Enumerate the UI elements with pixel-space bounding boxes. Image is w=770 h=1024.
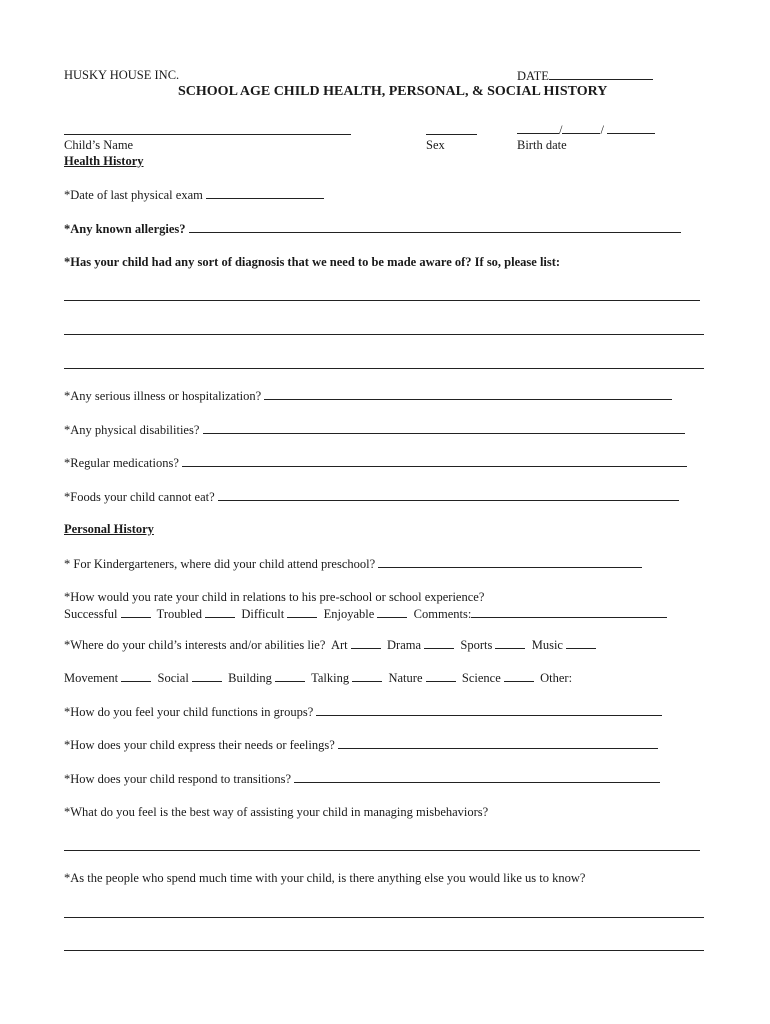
- interest-option-label: Movement: [64, 671, 119, 685]
- rate-difficult-field[interactable]: [287, 606, 317, 618]
- interests-row-2: [64, 670, 572, 686]
- foods-label: *Foods your child cannot eat?: [64, 490, 215, 504]
- company-name: HUSKY HOUSE INC.: [64, 68, 180, 82]
- rate-option-label: Troubled: [156, 607, 203, 621]
- date-row: [517, 68, 653, 84]
- comments-label: Comments:: [413, 607, 472, 621]
- interest-option-label: Sports: [460, 638, 493, 652]
- birth-date-label: Birth date: [517, 138, 567, 152]
- allergies-label: *Any known allergies?: [64, 222, 186, 236]
- interest-science-field[interactable]: [504, 670, 534, 682]
- interest-option-label: Social: [157, 671, 189, 685]
- interests-question: *Where do your child’s interests and/or abilities lie?: [64, 638, 326, 652]
- sex-label: Sex: [426, 138, 445, 152]
- birth-year-field[interactable]: [607, 122, 655, 134]
- foods-row: [64, 489, 679, 505]
- preschool-field[interactable]: [378, 556, 642, 568]
- personal-history-heading: Personal History: [64, 522, 154, 536]
- interest-option-label: Science: [461, 671, 501, 685]
- health-history-heading: Health History: [64, 154, 144, 168]
- interests-row-1: [64, 637, 596, 653]
- comments-field[interactable]: [471, 606, 667, 618]
- child-name-field[interactable]: [64, 134, 351, 135]
- misbehaviors-line[interactable]: [64, 850, 700, 851]
- birth-separator: /: [600, 123, 604, 137]
- form-title: SCHOOL AGE CHILD HEALTH, PERSONAL, & SOCIAL HISTORY: [178, 84, 608, 99]
- allergies-row: [64, 221, 681, 237]
- needs-row: [64, 737, 658, 753]
- illness-label: *Any serious illness or hospitalization?: [64, 389, 262, 403]
- anything-else-line-1[interactable]: [64, 917, 704, 918]
- diagnosis-line-2[interactable]: [64, 334, 704, 335]
- rate-options-row: [64, 606, 667, 622]
- date-label: DATE: [517, 69, 549, 83]
- last-physical-field[interactable]: [206, 187, 324, 199]
- interest-drama-field[interactable]: [424, 637, 454, 649]
- interest-option-label: Nature: [388, 671, 423, 685]
- interest-sports-field[interactable]: [495, 637, 525, 649]
- misbehaviors-question: *What do you feel is the best way of assisting your child in managing misbehaviors?: [64, 805, 489, 819]
- rate-successful-field[interactable]: [121, 606, 151, 618]
- preschool-row: [64, 556, 642, 572]
- sex-field[interactable]: [426, 134, 477, 135]
- birth-day-field[interactable]: [562, 122, 600, 134]
- birth-date-field[interactable]: [517, 122, 655, 138]
- rate-enjoyable-field[interactable]: [377, 606, 407, 618]
- interest-option-label: Art: [330, 638, 348, 652]
- last-physical-label: *Date of last physical exam: [64, 188, 203, 202]
- last-physical-row: [64, 187, 324, 203]
- interest-nature-field[interactable]: [426, 670, 456, 682]
- interest-movement-field[interactable]: [121, 670, 151, 682]
- rate-option-label: Successful: [64, 607, 118, 621]
- interest-music-field[interactable]: [566, 637, 596, 649]
- anything-else-question: *As the people who spend much time with your child, is there anything else you would like us to know?: [64, 871, 586, 885]
- transitions-field[interactable]: [294, 771, 660, 783]
- diagnosis-question: *Has your child had any sort of diagnosis that we need to be made aware of? If so, please list:: [64, 255, 561, 269]
- child-name-label: Child’s Name: [64, 138, 134, 152]
- medications-field[interactable]: [182, 455, 687, 467]
- diagnosis-line-1[interactable]: [64, 300, 700, 301]
- preschool-label: * For Kindergarteners, where did your child attend preschool?: [64, 557, 376, 571]
- groups-row: [64, 704, 662, 720]
- transitions-label: *How does your child respond to transitions?: [64, 772, 292, 786]
- birth-month-field[interactable]: [517, 122, 559, 134]
- interest-social-field[interactable]: [192, 670, 222, 682]
- groups-label: *How do you feel your child functions in groups?: [64, 705, 314, 719]
- interest-option-label: Drama: [387, 638, 422, 652]
- date-field[interactable]: [549, 68, 653, 80]
- medications-label: *Regular medications?: [64, 456, 179, 470]
- illness-row: [64, 388, 672, 404]
- diagnosis-line-3[interactable]: [64, 368, 704, 369]
- foods-field[interactable]: [218, 489, 679, 501]
- interest-option-label: Music: [531, 638, 563, 652]
- rate-option-label: Enjoyable: [323, 607, 375, 621]
- disabilities-label: *Any physical disabilities?: [64, 423, 200, 437]
- illness-field[interactable]: [264, 388, 672, 400]
- interest-option-label: Building: [228, 671, 272, 685]
- interest-art-field[interactable]: [351, 637, 381, 649]
- needs-field[interactable]: [338, 737, 658, 749]
- birth-separator: /: [559, 123, 563, 137]
- interest-option-label: Talking: [311, 671, 350, 685]
- needs-label: *How does your child express their needs or feelings?: [64, 738, 335, 752]
- interest-talking-field[interactable]: [352, 670, 382, 682]
- anything-else-line-2[interactable]: [64, 950, 704, 951]
- rate-question: *How would you rate your child in relations to his pre-school or school experience?: [64, 590, 485, 604]
- interest-building-field[interactable]: [275, 670, 305, 682]
- rate-troubled-field[interactable]: [205, 606, 235, 618]
- medications-row: [64, 455, 687, 471]
- disabilities-row: [64, 422, 685, 438]
- transitions-row: [64, 771, 660, 787]
- disabilities-field[interactable]: [203, 422, 685, 434]
- rate-option-label: Difficult: [241, 607, 285, 621]
- other-label: Other:: [540, 671, 573, 685]
- groups-field[interactable]: [316, 704, 662, 716]
- allergies-field[interactable]: [189, 221, 681, 233]
